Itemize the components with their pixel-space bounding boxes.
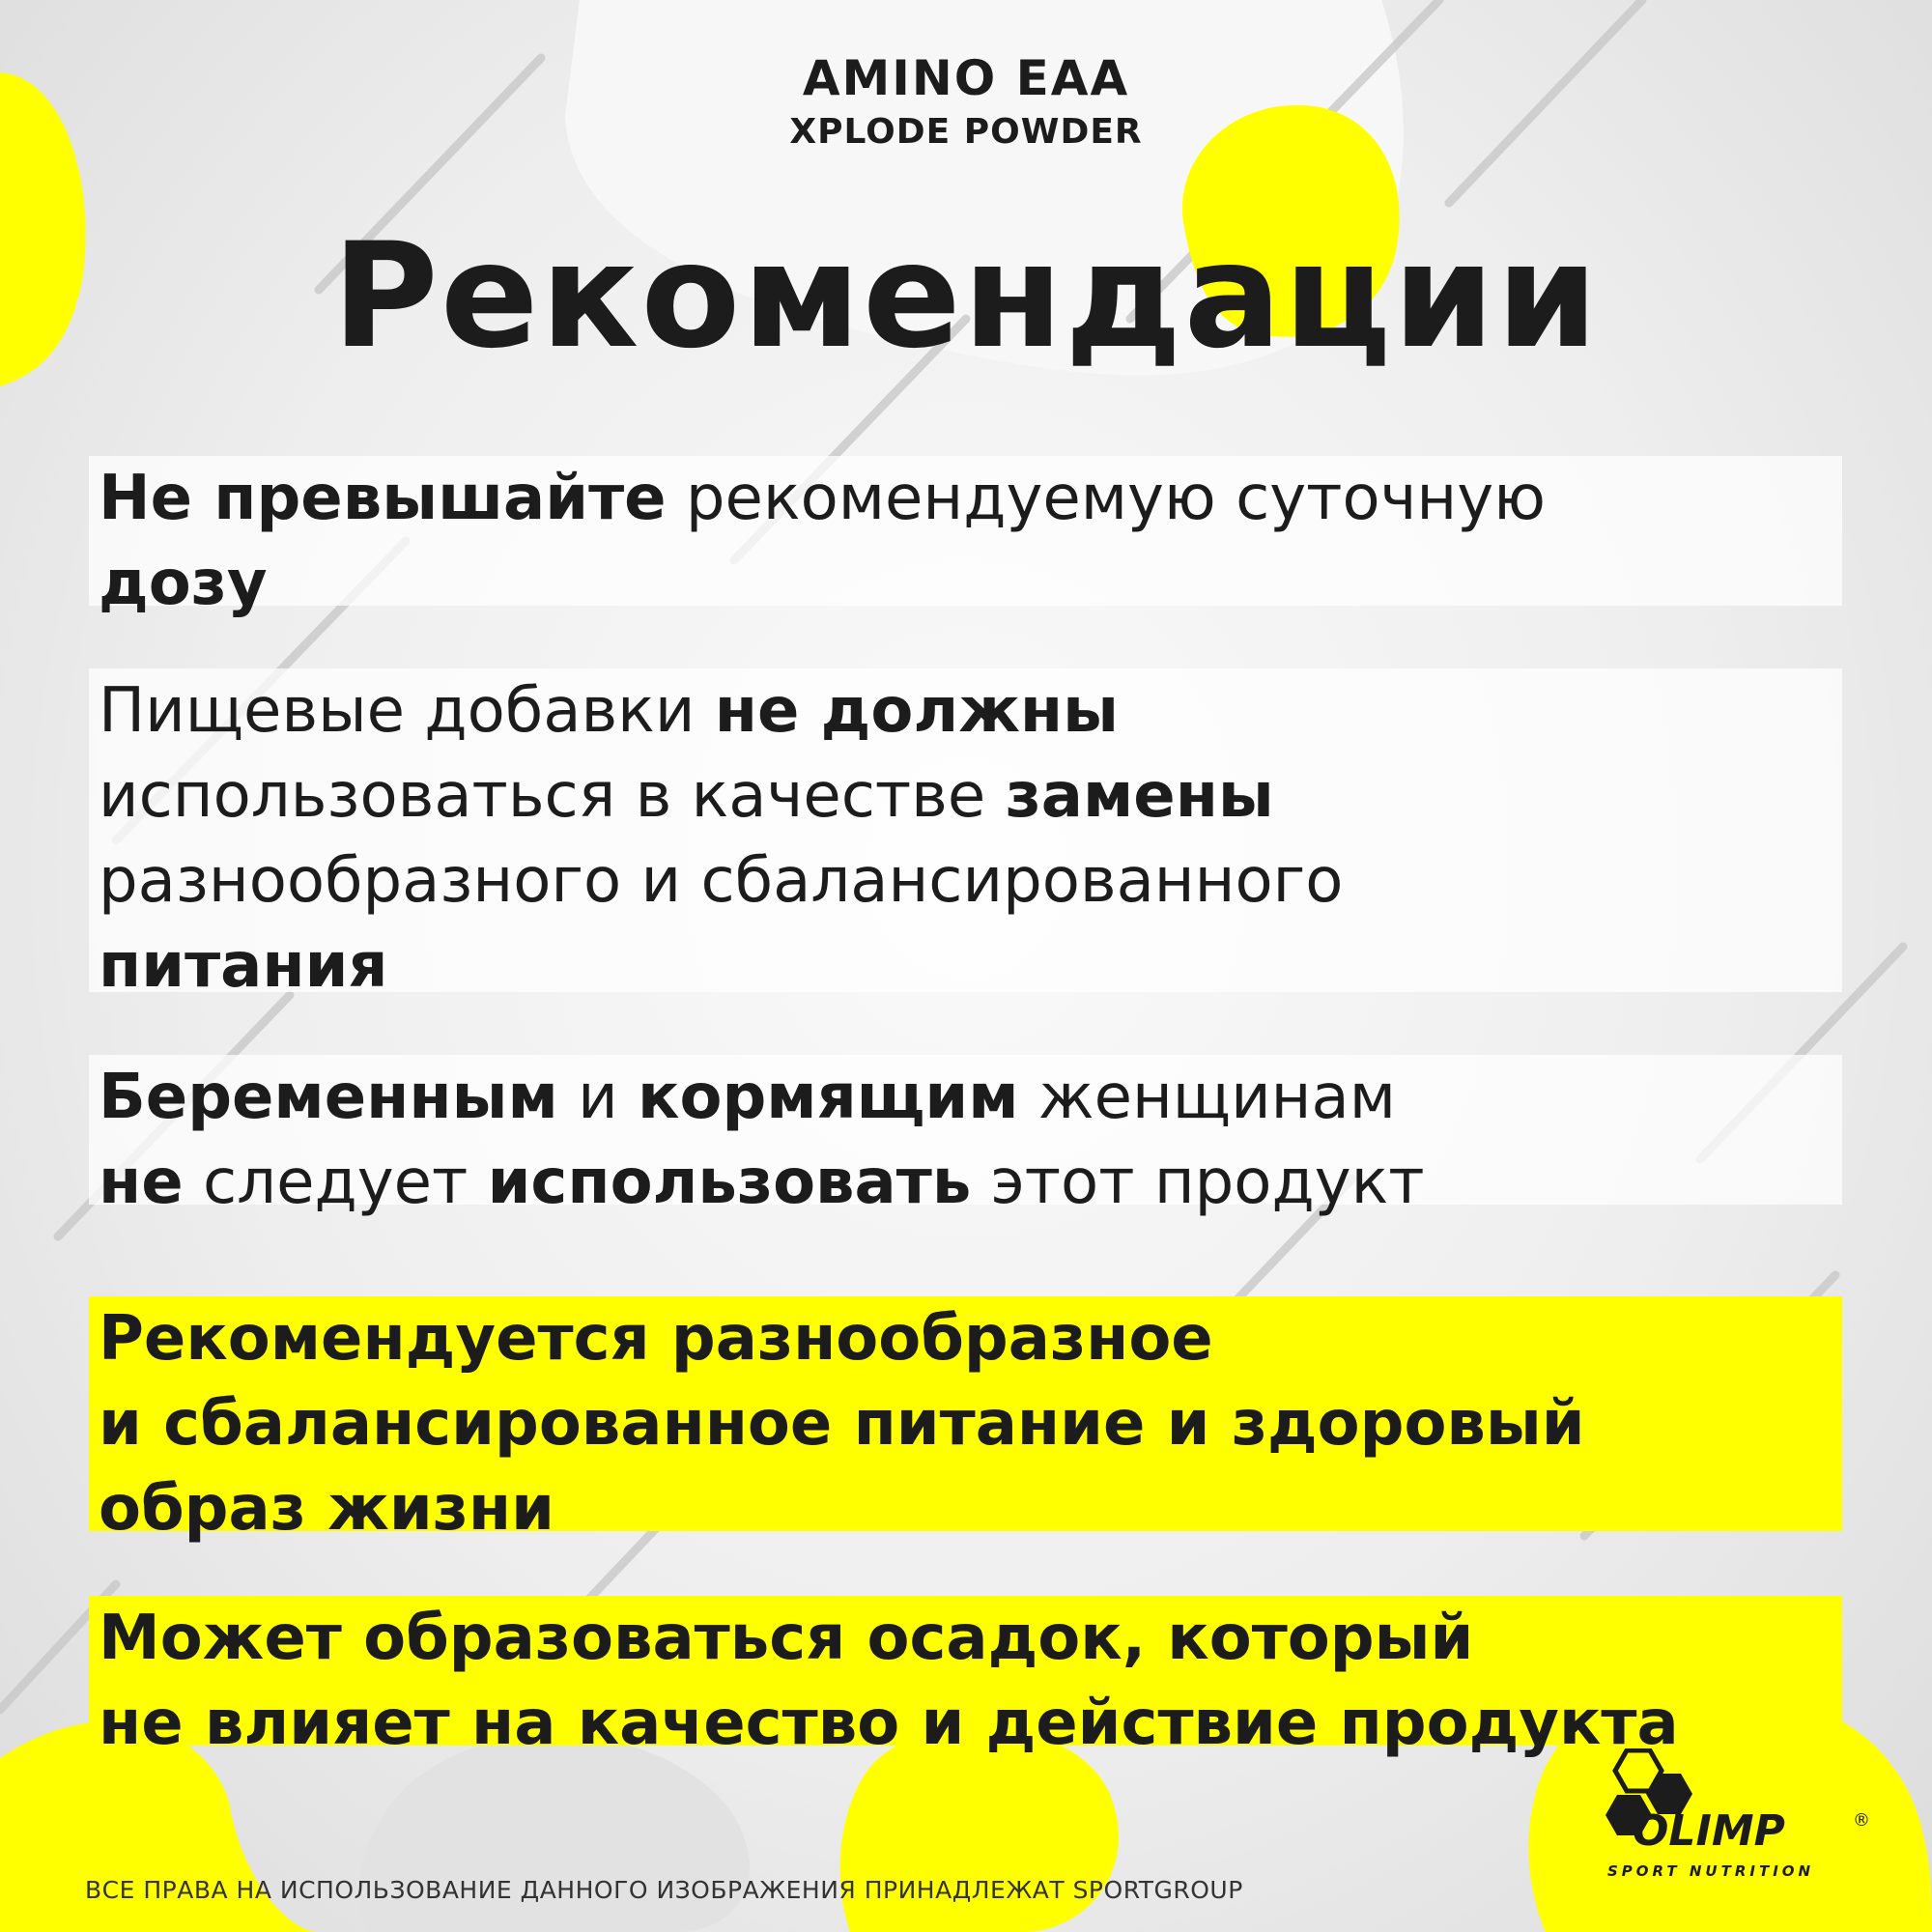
emphasis-text: не [99, 1147, 184, 1218]
body-text: Пищевые добавки [99, 675, 715, 747]
emphasis-text: кормящим [638, 1062, 1019, 1133]
highlight-line: образ жизни [99, 1473, 554, 1545]
highlight-line: не влияет на качество и действие продукта [99, 1688, 1679, 1759]
copyright-notice: ВСЕ ПРАВА НА ИСПОЛЬЗОВАНИЕ ДАННОГО ИЗОБРАЖЕНИЯ ПРИНАДЛЕЖАТ SPORTGROUP [85, 1876, 1243, 1904]
recommendation-line [99, 456, 1842, 541]
emphasis-text: использовать [487, 1147, 972, 1218]
highlight-box [89, 1296, 1842, 1545]
recommendation-box [89, 1055, 1842, 1218]
highlight-line: и сбалансированное питание и здоровый [99, 1388, 1585, 1460]
recommendation-box [89, 456, 1842, 619]
recommendation-line [99, 668, 1842, 753]
emphasis-text: питания [99, 930, 388, 1002]
highlight-line: Может образоваться осадок, который [99, 1603, 1474, 1674]
highlight-line: Рекомендуется разнообразное [99, 1303, 1213, 1375]
logo-registered-mark: ® [1853, 1810, 1870, 1831]
emphasis-text: дозу [99, 548, 268, 619]
product-subtitle: XPLODE POWDER [789, 112, 1143, 152]
emphasis-text: Не превышайте [99, 463, 667, 534]
recommendation-line [99, 541, 1842, 626]
recommendation-line [99, 923, 1842, 1009]
product-name: AMINO EAA [802, 50, 1130, 106]
recommendation-line [99, 838, 1842, 923]
body-text: разнообразного и сбалансированного [99, 845, 1344, 917]
highlight-box [89, 1596, 1842, 1759]
recommendation-line [99, 753, 1842, 838]
recommendation-line [99, 1140, 1842, 1225]
emphasis-text: замены [1005, 760, 1274, 832]
recommendation-line [99, 1055, 1842, 1140]
recommendation-box [89, 668, 1842, 1002]
body-text: использоваться в качестве [99, 760, 1006, 832]
body-text: женщинам [1018, 1062, 1396, 1133]
logo-tagline: SPORT NUTRITION [1607, 1862, 1815, 1880]
emphasis-text: Беременным [99, 1062, 558, 1133]
body-text: этот продукт [971, 1147, 1425, 1218]
body-text: рекомендуемую суточную [666, 463, 1546, 534]
olimp-logo [1594, 1748, 1884, 1893]
page-title: Рекомендации [331, 213, 1601, 381]
body-text: и [557, 1062, 639, 1133]
logo-brand: OLIMP [1633, 1806, 1785, 1856]
emphasis-text: не должны [714, 675, 1119, 747]
body-text: следует [183, 1147, 488, 1218]
